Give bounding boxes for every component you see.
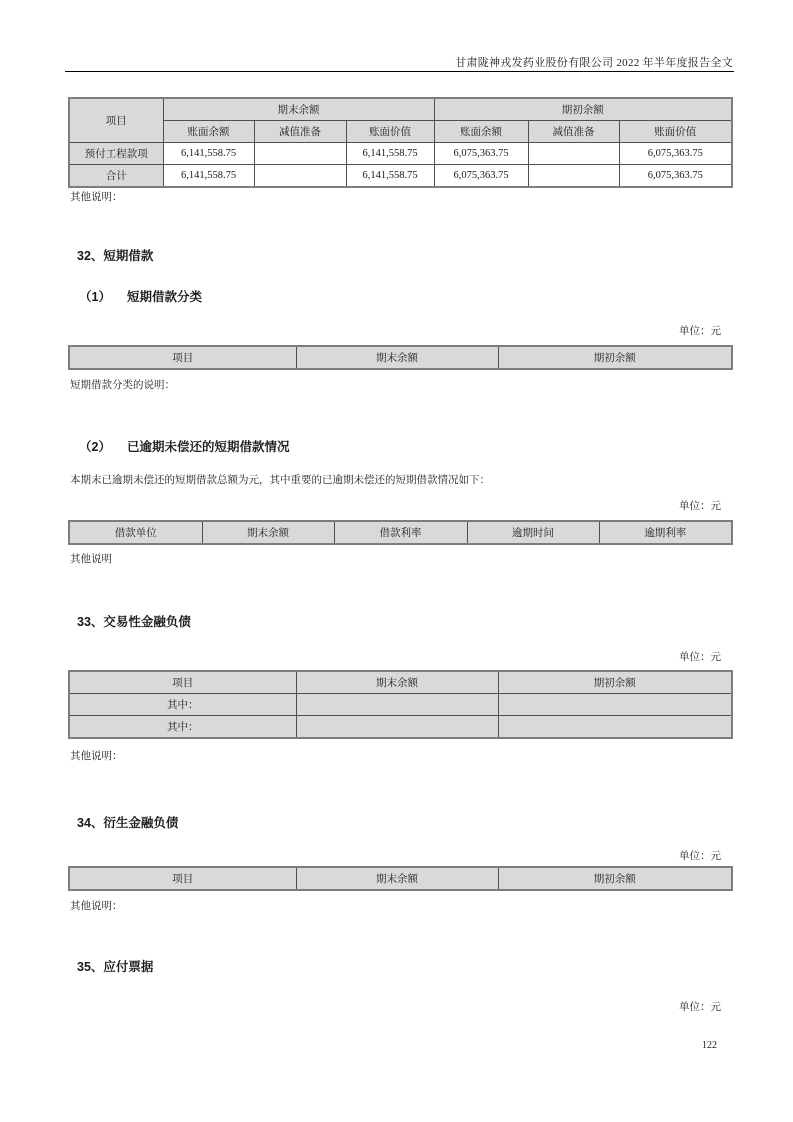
col-header-period-begin: 期初余额 <box>498 867 732 890</box>
unit-label: 单位：元 <box>679 1002 721 1013</box>
table-row <box>69 143 732 165</box>
table-row-total <box>69 165 732 188</box>
table-header-row <box>69 671 732 694</box>
table-cell-empty <box>498 716 732 739</box>
table-cell: 6,141,558.75 <box>346 165 434 188</box>
prepayments-table <box>68 97 733 188</box>
col-header-item: 项目 <box>69 867 296 890</box>
col-header-impairment: 减值准备 <box>254 121 346 143</box>
table-cell: 6,075,363.75 <box>434 165 528 188</box>
col-header-overdue-rate: 逾期利率 <box>599 521 732 544</box>
note-other-explanation: 其他说明： <box>70 192 123 203</box>
table-cell-empty <box>528 165 619 188</box>
overdue-loan-intro: 本期末已逾期未偿还的短期借款总额为元，其中重要的已逾期未偿还的短期借款情况如下： <box>70 475 490 486</box>
col-header-borrower: 借款单位 <box>69 521 202 544</box>
table-row <box>69 694 732 716</box>
prepayments-table-wrap <box>68 97 733 188</box>
table-subheader-row <box>69 121 732 143</box>
table-row <box>69 716 732 739</box>
col-header-period-begin: 期初余额 <box>498 671 732 694</box>
trading-financial-liabilities-table <box>68 670 733 739</box>
table-cell-empty <box>296 694 498 716</box>
table-header-row <box>69 346 732 369</box>
subsection-number: （2） <box>79 440 111 454</box>
unit-label: 单位：元 <box>679 652 721 663</box>
note-other-explanation: 其他说明： <box>70 751 123 762</box>
unit-label: 单位：元 <box>679 851 721 862</box>
section-heading-35: 35、应付票据 <box>77 960 154 974</box>
table-header-row <box>69 521 732 544</box>
page-number: 122 <box>702 1040 717 1051</box>
table-cell: 6,141,558.75 <box>163 143 254 165</box>
table-cell: 6,141,558.75 <box>163 165 254 188</box>
table-cell: 6,075,363.75 <box>619 165 732 188</box>
table-cell-empty <box>528 143 619 165</box>
col-header-overdue-time: 逾期时间 <box>467 521 599 544</box>
col-header-book-value: 账面价值 <box>346 121 434 143</box>
note-other-explanation: 其他说明： <box>70 901 123 912</box>
col-header-loan-rate: 借款利率 <box>334 521 467 544</box>
report-header-title: 甘肃陇神戎发药业股份有限公司 2022 年半年度报告全文 <box>455 57 733 69</box>
col-header-item: 项目 <box>69 346 296 369</box>
row-label: 预付工程款项 <box>69 143 163 165</box>
subsection-number: （1） <box>79 290 111 304</box>
table-cell-empty <box>254 143 346 165</box>
row-label-including: 其中： <box>69 716 296 739</box>
col-header-book-balance: 账面余额 <box>163 121 254 143</box>
row-label-including: 其中： <box>69 694 296 716</box>
table-header-row <box>69 867 732 890</box>
row-label-total: 合计 <box>69 165 163 188</box>
loan-class-table-wrap <box>68 345 733 370</box>
section-heading-34: 34、衍生金融负债 <box>77 816 179 830</box>
section-heading-32: 32、短期借款 <box>77 249 154 263</box>
subsection-title: 短期借款分类 <box>126 290 202 304</box>
note-loan-class: 短期借款分类的说明： <box>70 380 175 391</box>
note-other-explanation: 其他说明 <box>70 554 112 565</box>
col-header-period-begin: 期初余额 <box>498 346 732 369</box>
col-header-book-value: 账面价值 <box>619 121 732 143</box>
header-rule <box>65 71 734 72</box>
col-group-period-end: 期末余额 <box>163 98 434 121</box>
col-header-period-end: 期末余额 <box>296 346 498 369</box>
table-cell: 6,075,363.75 <box>434 143 528 165</box>
derivative-liabilities-table-wrap <box>68 866 733 891</box>
col-header-item: 项目 <box>69 98 163 143</box>
col-group-period-begin: 期初余额 <box>434 98 732 121</box>
derivative-financial-liabilities-table <box>68 866 733 891</box>
short-term-loan-class-table <box>68 345 733 370</box>
table-cell: 6,075,363.75 <box>619 143 732 165</box>
section-heading-33: 33、交易性金融负债 <box>77 615 191 629</box>
subsection-title: 已逾期未偿还的短期借款情况 <box>126 440 290 454</box>
table-cell-empty <box>498 694 732 716</box>
col-header-period-end: 期末余额 <box>202 521 334 544</box>
table-header-row <box>69 98 732 121</box>
overdue-loan-table <box>68 520 733 545</box>
table-cell: 6,141,558.75 <box>346 143 434 165</box>
table-cell-empty <box>254 165 346 188</box>
trading-liabilities-table-wrap <box>68 670 733 739</box>
col-header-book-balance: 账面余额 <box>434 121 528 143</box>
col-header-item: 项目 <box>69 671 296 694</box>
col-header-impairment: 减值准备 <box>528 121 619 143</box>
col-header-period-end: 期末余额 <box>296 671 498 694</box>
unit-label: 单位：元 <box>679 326 721 337</box>
table-cell-empty <box>296 716 498 739</box>
col-header-period-end: 期末余额 <box>296 867 498 890</box>
subsection-heading-32-2 <box>79 437 289 455</box>
overdue-loan-table-wrap <box>68 520 733 545</box>
subsection-heading-32-1 <box>79 287 202 305</box>
unit-label: 单位：元 <box>679 501 721 512</box>
